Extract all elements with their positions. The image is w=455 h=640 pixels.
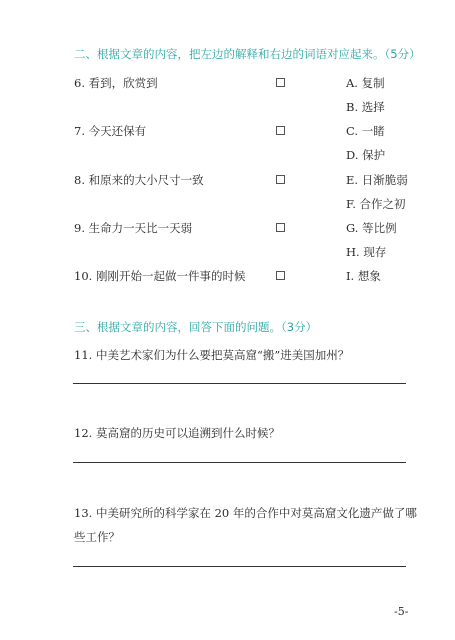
- match-box-8[interactable]: [276, 175, 285, 184]
- option-c: C. 一睹: [346, 124, 385, 138]
- match-item-10: 10. 刚刚开始一起做一件事的时候: [74, 269, 246, 283]
- option-a: A. 复制: [346, 76, 385, 90]
- match-box-6[interactable]: [276, 78, 285, 87]
- answer-line-13[interactable]: [73, 566, 406, 567]
- answer-line-12[interactable]: [73, 462, 406, 463]
- match-box-10[interactable]: [276, 271, 285, 280]
- section-3-title: 三、根据文章的内容，回答下面的问题。（3分）: [74, 320, 318, 334]
- match-item-7: 7. 今天还保有: [74, 124, 147, 138]
- match-box-7[interactable]: [276, 126, 285, 135]
- question-12: 12. 莫高窟的历史可以追溯到什么时候？: [74, 426, 280, 440]
- option-b: B. 选择: [346, 100, 385, 114]
- page-number: -5-: [394, 605, 409, 618]
- option-g: G. 等比例: [346, 221, 397, 235]
- option-f: F. 合作之初: [346, 197, 406, 211]
- option-i: I. 想象: [346, 269, 381, 283]
- option-e: E. 日渐脆弱: [346, 173, 408, 187]
- section-2-title: 二、根据文章的内容，把左边的解释和右边的词语对应起来。（5分）: [74, 47, 421, 61]
- question-13-line-2: 些工作？: [74, 530, 120, 544]
- match-box-9[interactable]: [276, 223, 285, 232]
- match-item-9: 9. 生命力一天比一天弱: [74, 221, 193, 235]
- question-11: 11. 中美艺术家们为什么要把莫高窟“搬”进美国加州？: [74, 348, 350, 362]
- answer-line-11[interactable]: [73, 383, 406, 384]
- option-d: D. 保护: [346, 148, 386, 162]
- option-h: H. 现存: [346, 245, 387, 259]
- match-item-8: 8. 和原来的大小尺寸一致: [74, 173, 204, 187]
- question-13-line-1: 13. 中美研究所的科学家在 20 年的合作中对莫高窟文化遗产做了哪: [74, 506, 417, 520]
- match-item-6: 6. 看到，欣赏到: [74, 76, 158, 90]
